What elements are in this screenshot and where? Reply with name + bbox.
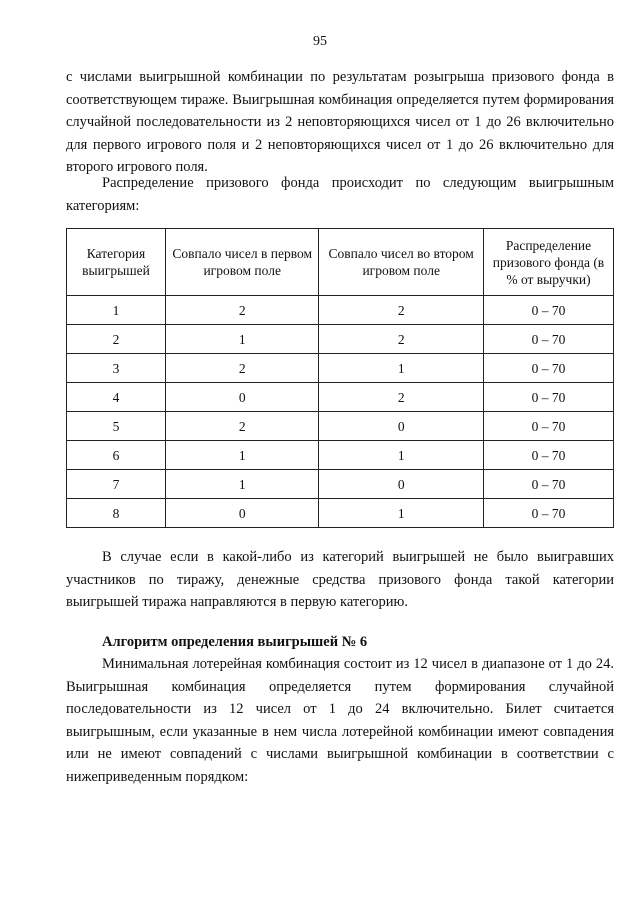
cell-distribution: 0 – 70 [483,383,613,412]
cell-field-1: 0 [165,499,318,528]
cell-field-2: 2 [319,383,484,412]
table-row [67,412,614,441]
page-number: 95 [313,34,327,49]
cell-category: 2 [67,325,166,354]
distribution-paragraph: Распределение призового фонда происходит по следующим выигрышным категориям: [66,175,614,214]
cell-field-1: 1 [165,325,318,354]
cell-category: 7 [67,470,166,499]
cell-category: 4 [67,383,166,412]
cell-category: 3 [67,354,166,383]
cell-distribution: 0 – 70 [483,354,613,383]
header-prize-distribution: Распределение призового фонда (в % от выручки) [483,229,613,296]
cell-category: 5 [67,412,166,441]
table-row [67,441,614,470]
algorithm-paragraph: Минимальная лотерейная комбинация состоит из 12 чисел в диапазоне от 1 до 24. Выигрышная комбинация определяется путем формирования случайной последовательности из 12 чисел от 1 до 24 включительно. Билет считается выигрышным, если указанные в нем числа лотерейной комбинации имеют совпадения или не имеют совпадений с числами выигрышной комбинации в соответствии с нижеприведенным порядком: [66,656,614,785]
cell-field-2: 2 [319,325,484,354]
table-header-row [67,229,614,296]
cell-distribution: 0 – 70 [483,412,613,441]
cell-category: 6 [67,441,166,470]
cell-distribution: 0 – 70 [483,441,613,470]
section-heading: Алгоритм определения выигрышей № 6 [102,634,368,650]
cell-field-2: 1 [319,441,484,470]
cell-distribution: 0 – 70 [483,470,613,499]
cell-category: 8 [67,499,166,528]
header-category: Категория выигрышей [67,229,166,296]
cell-field-2: 1 [319,354,484,383]
table-row [67,499,614,528]
table-row [67,383,614,412]
cell-distribution: 0 – 70 [483,499,613,528]
cell-category: 1 [67,296,166,325]
cell-field-1: 2 [165,412,318,441]
table-row [67,470,614,499]
cell-field-1: 1 [165,441,318,470]
cell-field-1: 2 [165,296,318,325]
table-row [67,354,614,383]
cell-field-2: 0 [319,470,484,499]
cell-field-2: 0 [319,412,484,441]
cell-field-2: 2 [319,296,484,325]
cell-field-1: 0 [165,383,318,412]
header-field-1-matches: Совпало чисел в первом игровом поле [165,229,318,296]
table-row [67,325,614,354]
prize-distribution-table [66,228,614,528]
table-row [67,296,614,325]
cell-field-1: 1 [165,470,318,499]
cell-distribution: 0 – 70 [483,325,613,354]
cell-distribution: 0 – 70 [483,296,613,325]
cell-field-2: 1 [319,499,484,528]
empty-category-paragraph: В случае если в какой-либо из категорий выигрышей не было выигравших участников по тиражу, денежные средства призового фонда такой категории выигрышей тиража направляются в первую категорию. [66,549,614,610]
header-field-2-matches: Совпало чисел во втором игровом поле [319,229,484,296]
cell-field-1: 2 [165,354,318,383]
intro-paragraph: с числами выигрышной комбинации по результатам розыгрыша призового фонда в соответствующем тираже. Выигрышная комбинация определяется путем формирования случайной последовательности из 2 неповторяющихся чисел от 1 до 26 включительно для первого игрового поля и 2 неповторяющихся чисел от 1 до 26 включительно для второго игрового поля. [66,69,614,175]
